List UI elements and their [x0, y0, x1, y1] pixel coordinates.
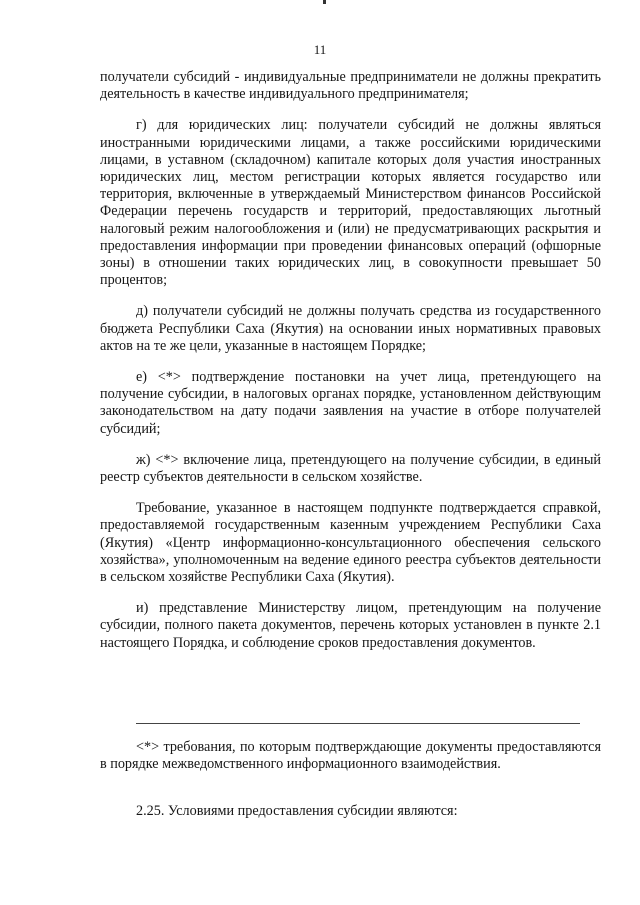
section-heading-2-25: 2.25. Условиями предоставления субсидии являются:	[136, 803, 458, 819]
footnote-text: <*> требования, по которым подтверждающие документы предоставляются в порядке межведомственного информационного взаимодействия.	[100, 739, 601, 773]
paragraph-zh: ж) <*> включение лица, претендующего на получение субсидии, в единый реестр субъектов деятельности в сельском хозяйстве.	[100, 451, 601, 486]
paragraph-requirement: Требование, указанное в настоящем подпункте подтверждается справкой, предоставляемой государственным казенным учреждением Республики Саха (Якутия) «Центр информационно-консультационного обеспечения сельского хозяйства», уполномоченным на ведение единого реестра субъектов деятельности в сельском хозяйстве Республики Саха (Якутия).	[100, 500, 601, 586]
document-body	[100, 69, 601, 652]
paragraph-e: е) <*> подтверждение постановки на учет лица, претендующего на получение субсидии, в налоговых органах порядке, установленном действующим законодательством на дату подачи заявления на участие в отборе получателей субсидий;	[100, 369, 601, 437]
scan-mark	[323, 0, 326, 4]
page-number: 11	[313, 42, 327, 57]
paragraph-g: г) для юридических лиц: получатели субсидий не должны являться иностранными юридическими лицами, а также российскими юридическими лицами, в уставном (складочном) капитале которых доля участия иностранных юридических лиц, местом регистрации которых является государство или территория, включенные в утверждаемый Министерством финансов Российской Федерации перечень государств и территорий, предоставляющих льготный налоговый режим налогообложения и (или) не предусматривающих раскрытия и предоставления информации при проведении финансовых операций (офшорные зоны) в отношении таких юридических лиц, в совокупности превышает 50 процентов;	[100, 117, 601, 289]
footnote-separator	[136, 723, 580, 724]
paragraph-continuation: получатели субсидий - индивидуальные предприниматели не должны прекратить деятельность в качестве индивидуального предпринимателя;	[100, 69, 601, 103]
paragraph-i: и) представление Министерству лицом, претендующим на получение субсидии, полного пакета документов, перечень которых установлен в пункте 2.1 настоящего Порядка, и соблюдение сроков предоставления документов.	[100, 600, 601, 651]
paragraph-d: д) получатели субсидий не должны получать средства из государственного бюджета Республики Саха (Якутия) на основании иных нормативных правовых актов на те же цели, указанные в настоящем Порядке;	[100, 303, 601, 354]
